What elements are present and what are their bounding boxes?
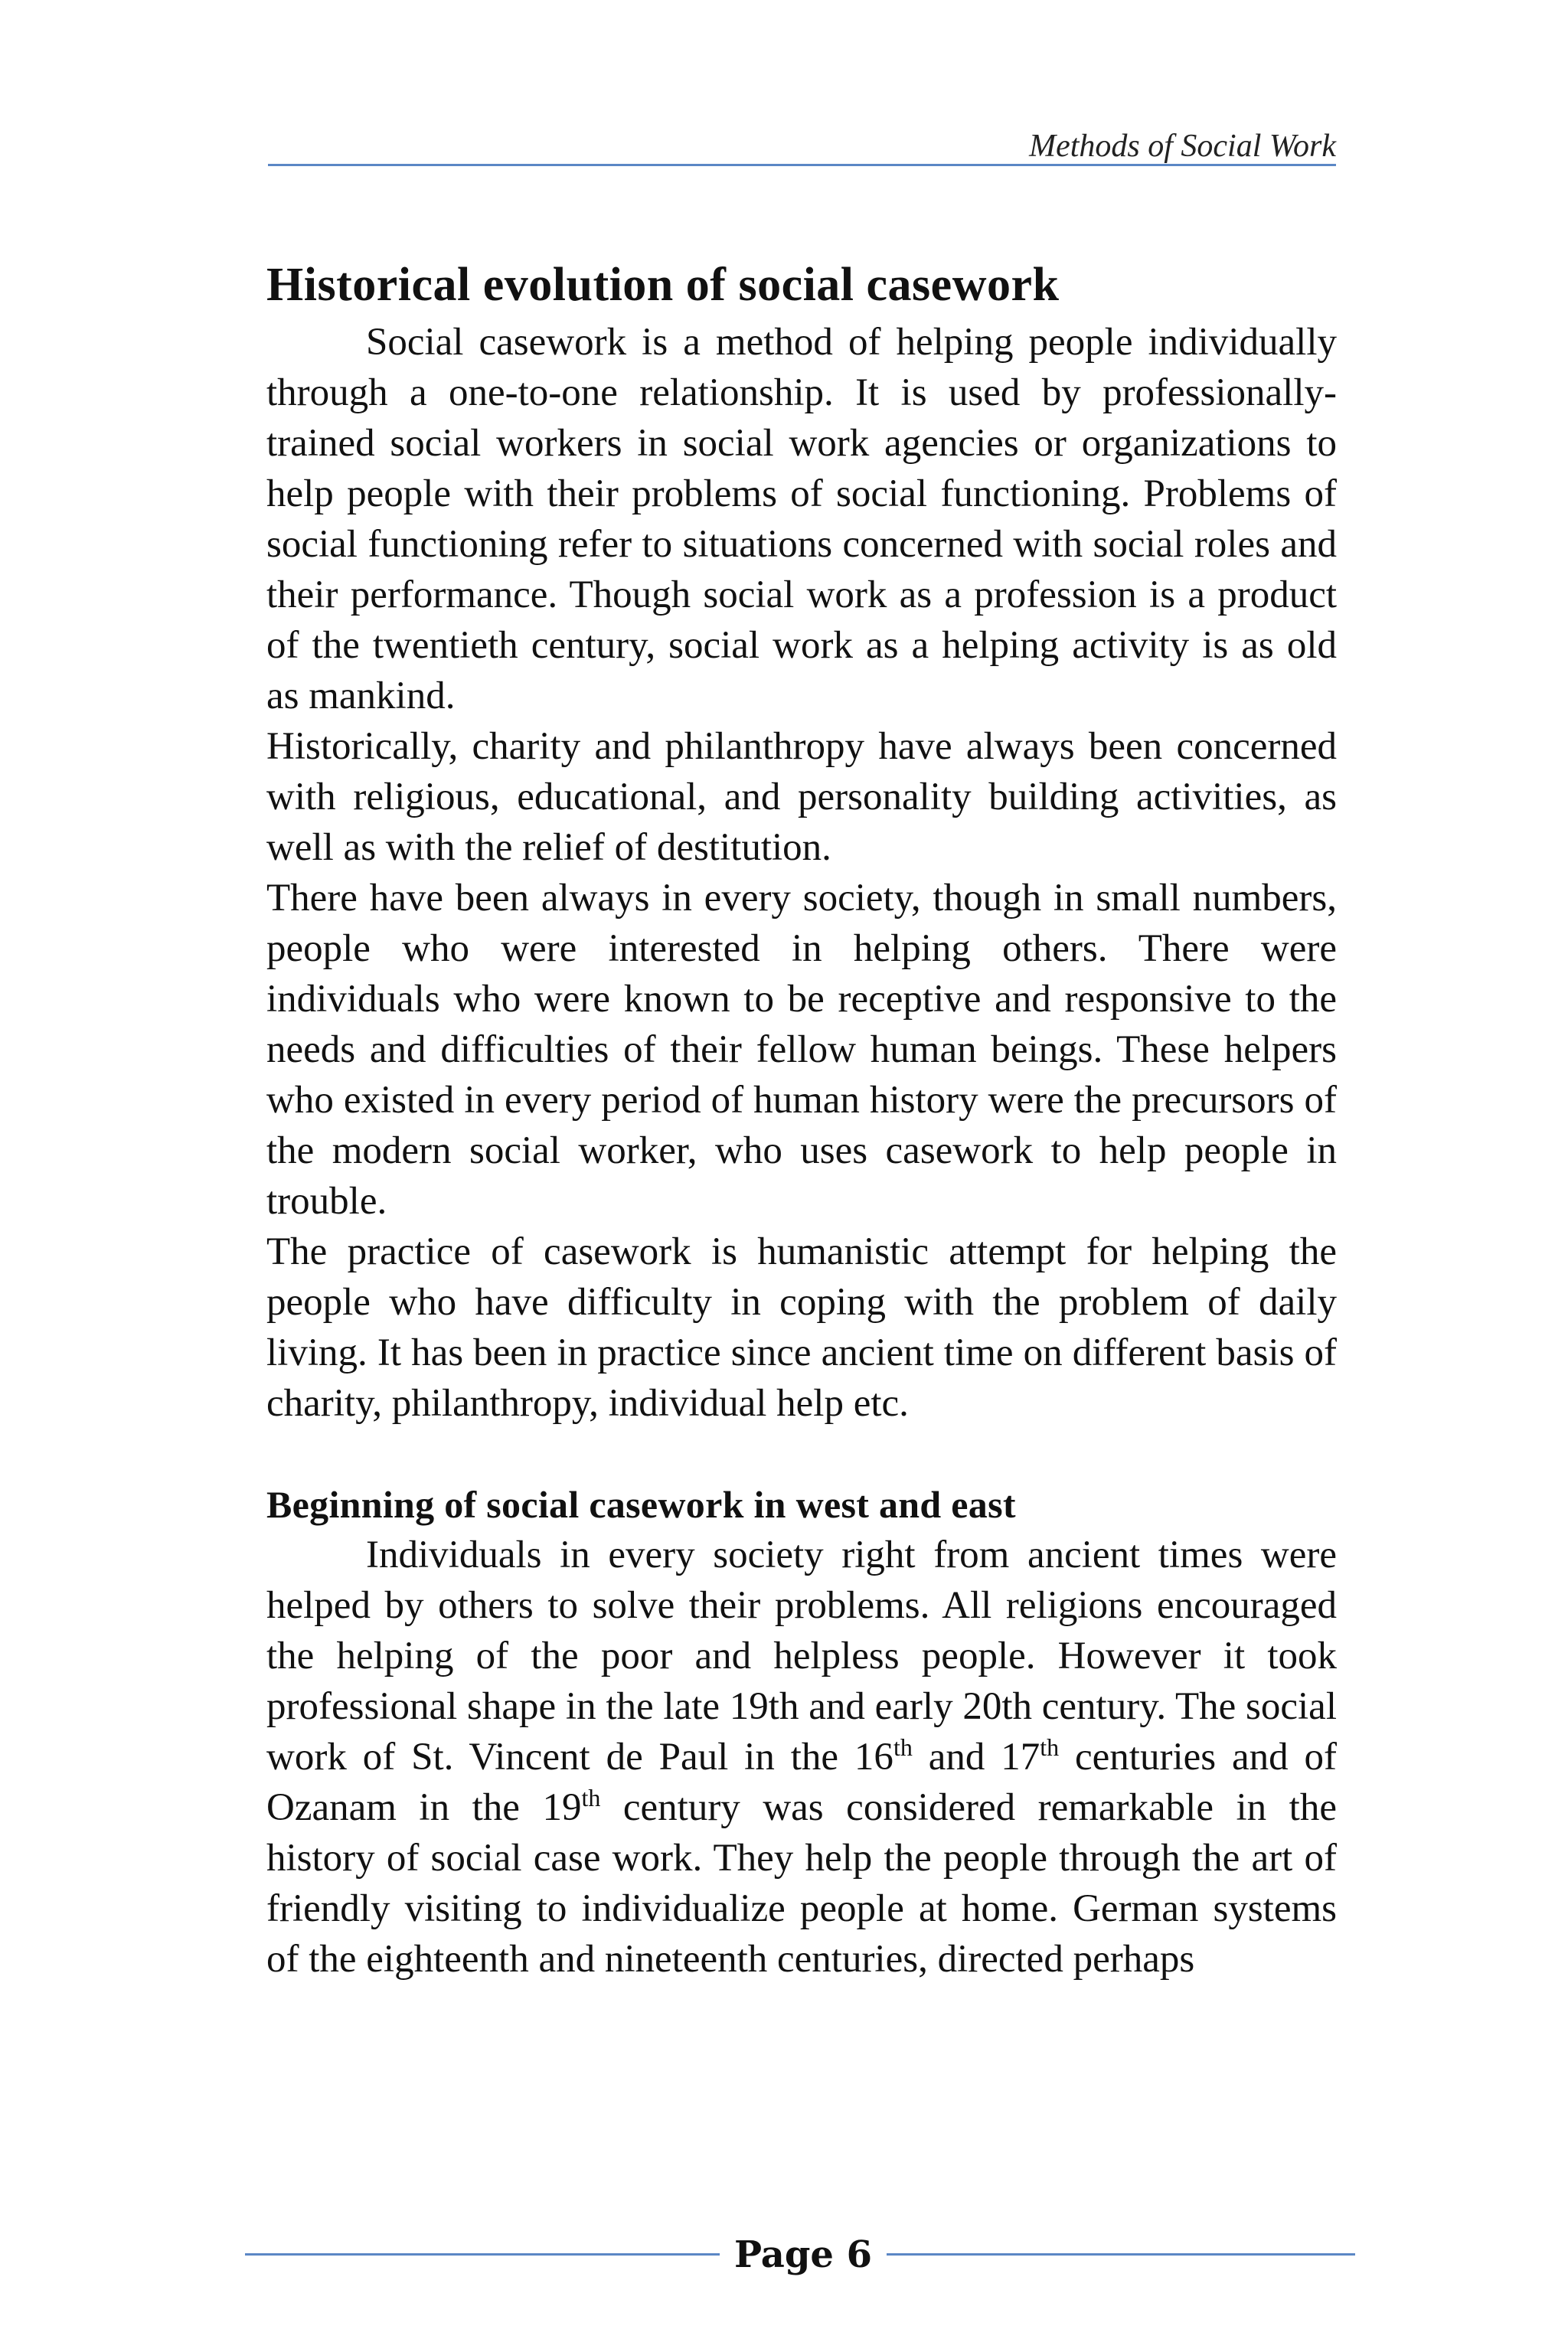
footer-rule-right (887, 2253, 1355, 2256)
paragraph-historically: Historically, charity and philanthropy have always been concerned with religious, educational, and personality building activities, as well as with the relief of destitution. (266, 725, 1337, 869)
paragraph-intro: Social casework is a method of helping people individually through a one-to-one relationship. It is used by professionally-trained social workers in social work agencies or organizations to help people with their problems of social functioning. Problems of social functioning refer to situations concerned with social roles and their performance. Though social work as a profession is a product of the twentieth century, social work as a helping activity is as old as mankind. (266, 321, 1337, 717)
page-number: Page 6 (733, 2233, 873, 2276)
superscript-th-3: th (581, 1784, 601, 1811)
paragraph-beginning-text-4: century was considered remarkable in the history of social case work. They help the people through the art of friendly visiting to individualize people at home. German systems of the eighteenth and nineteenth centuries, directed perhaps (266, 1786, 1337, 1981)
footer-rule-left (245, 2253, 720, 2256)
paragraph-practice: The practice of casework is humanistic attempt for helping the people who have difficulty in coping with the problem of daily living. It has been in practice since ancient time on different basis of charity, philanthropy, individual help etc. (266, 1230, 1337, 1425)
section-title-historical-evolution: Historical evolution of social casework (266, 259, 1060, 311)
paragraph-beginning-text-2: and 17 (912, 1736, 1040, 1779)
section-gap (266, 1429, 1337, 1479)
section-title-beginning: Beginning of social casework in west and east (266, 1483, 1016, 1526)
page-content (266, 253, 1337, 1984)
page-footer (245, 2224, 1355, 2285)
paragraph-helpers: There have been always in every society, though in small numbers, people who were interested in helping others. There were individuals who were known to be receptive and responsive to the needs and difficulties of their fellow human beings. These helpers who existed in every period of human history were the precursors of the modern social worker, who uses casework to help people in trouble. (266, 877, 1337, 1223)
superscript-th-2: th (1040, 1733, 1060, 1761)
superscript-th-1: th (893, 1733, 913, 1761)
paragraph-beginning (266, 1530, 1337, 1984)
paragraph-beginning-text-3: centuries and of Ozanam in the 19 (266, 1736, 1338, 1829)
paragraph-beginning-text-1: Individuals in every society right from ancient times were helped by others to solve their problems. All religions encouraged the helping of the poor and helpless people. However it took professional shape in the late 19th and early 20th century. The social work of St. Vincent de Paul in the 16 (266, 1534, 1337, 1779)
running-header-title: Methods of Social Work (1029, 129, 1336, 164)
header-rule (268, 164, 1336, 166)
